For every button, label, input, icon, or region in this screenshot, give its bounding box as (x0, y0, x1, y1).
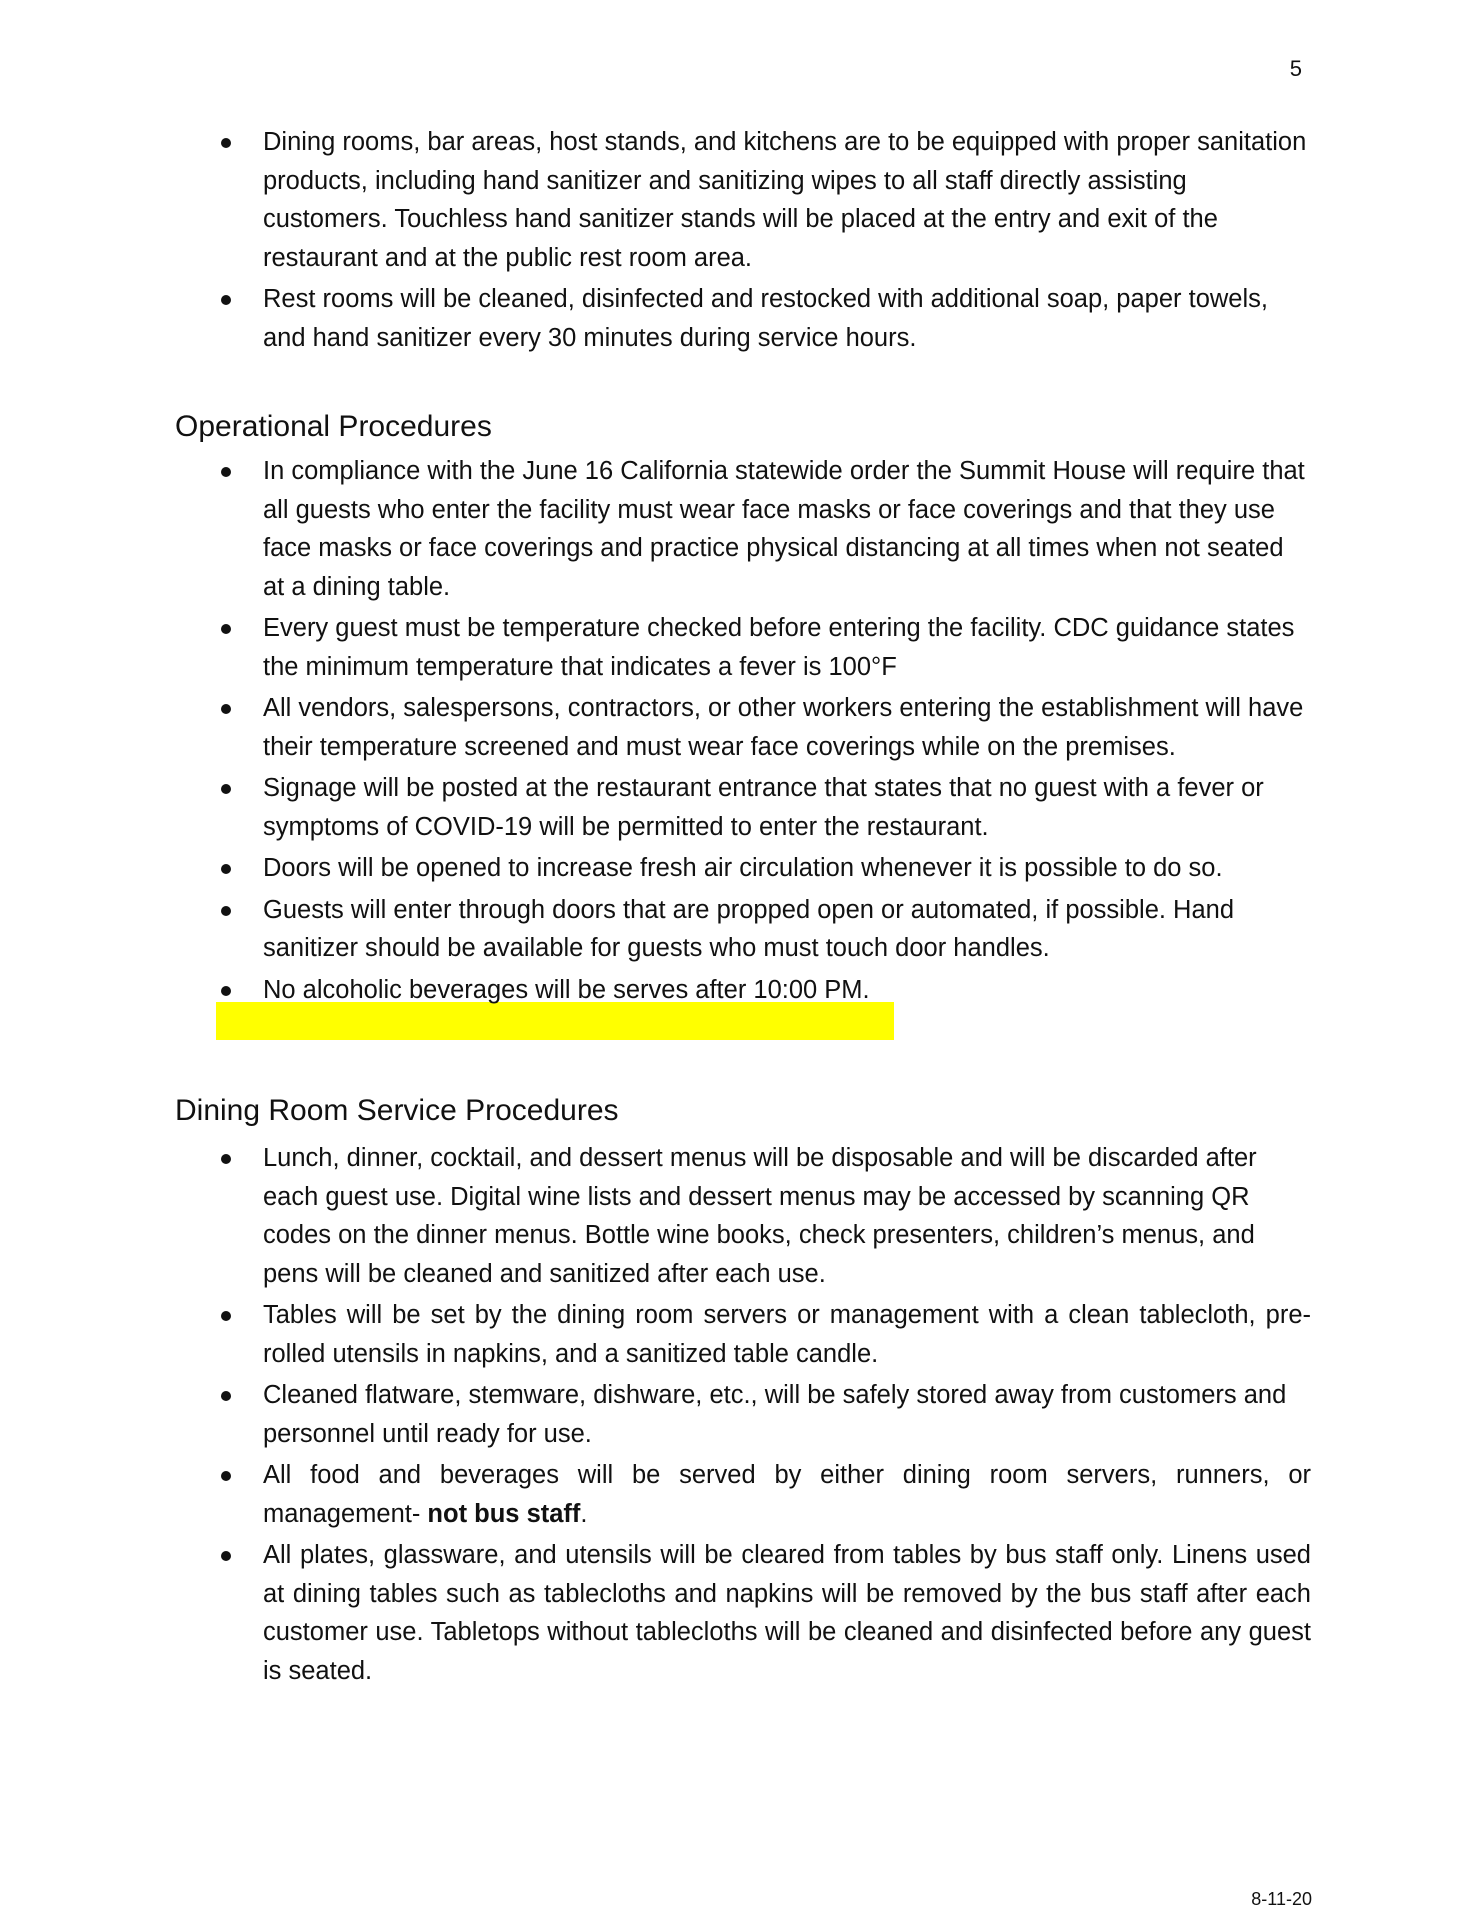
bullet-icon (221, 986, 231, 996)
bullet-text: Guests will enter through doors that are propped open or automated, if possible. Hand sanitizer should be available for guests who must touch door handles. (263, 895, 1235, 962)
bullet-text: Cleaned flatware, stemware, dishware, etc., will be safely stored away from customers and personnel until ready for use. (263, 1381, 1287, 1448)
list-item (0, 1456, 1311, 1533)
bullet-icon (221, 138, 231, 148)
list-item (0, 123, 1311, 277)
list-item (0, 1296, 1311, 1373)
list-item (0, 280, 1311, 357)
bullet-text: All vendors, salespersons, contractors, or other workers entering the establishment will have their temperature screened and must wear face coverings while on the premises. (263, 694, 1304, 761)
bullet-text: Dining rooms, bar areas, host stands, and kitchens are to be equipped with proper sanitation products, including hand sanitizer and sanitizing wipes to all staff directly assisting customers. Touchless hand sanitizer stands will be placed at the entry and exit of the restaurant and at the public rest room area. (263, 128, 1307, 272)
bullet-icon (221, 295, 231, 305)
list-item (0, 1536, 1311, 1690)
list-item (0, 849, 1311, 888)
bullet-text: Lunch, dinner, cocktail, and dessert menus will be disposable and will be discarded after each guest use. Digital wine lists and dessert menus may be accessed by scanning QR codes on the dinner menus. Bottle wine books, check presenters, children’s menus, and pens will be cleaned and sanitized after each use. (263, 1144, 1257, 1288)
bullet-text: Rest rooms will be cleaned, disinfected and restocked with additional soap, paper towels, and hand sanitizer every 30 minutes during service hours. (263, 285, 1268, 352)
section-heading-operational: Operational Procedures (175, 410, 492, 443)
dining-bullet-list (0, 1139, 1484, 1693)
page-number: 5 (1289, 56, 1302, 81)
bullet-icon (221, 1311, 231, 1321)
section-heading-dining: Dining Room Service Procedures (175, 1094, 619, 1127)
bullet-text: Every guest must be temperature checked before entering the facility. CDC guidance states the minimum temperature that indicates a fever is 100°F (263, 614, 1295, 681)
bullet-icon (221, 1391, 231, 1401)
bullet-icon (221, 624, 231, 634)
footer-date: 8-11-20 (1251, 1889, 1312, 1909)
bullet-text-suffix: . (580, 1499, 588, 1528)
list-item (0, 1139, 1311, 1293)
list-item (0, 609, 1311, 686)
bullet-text: In compliance with the June 16 California statewide order the Summit House will require that all guests who enter the facility must wear face masks or face coverings and that they use face masks or face coverings and practice physical distancing at all times when not seated at a dining table. (263, 457, 1305, 601)
bullet-icon (221, 784, 231, 794)
list-item (0, 452, 1311, 606)
bullet-text: All plates, glassware, and utensils will be cleared from tables by bus staff only. Linens used at dining tables such as tablecloths and napkins will be removed by the bus staff after each customer use. Tabletops without tablecloths will be cleaned and disinfected before any guest is seated. (263, 1541, 1311, 1685)
bullet-text: Tables will be set by the dining room servers or management with a clean tablecloth, pre-rolled utensils in napkins, and a sanitized table candle. (263, 1301, 1311, 1368)
intro-bullet-list (0, 123, 1484, 360)
bullet-text-bold: not bus staff (427, 1499, 581, 1528)
bullet-icon (221, 906, 231, 916)
bullet-icon (221, 1471, 231, 1481)
list-item (0, 769, 1311, 846)
bullet-icon (221, 467, 231, 477)
bullet-icon (221, 864, 231, 874)
list-item-highlighted (0, 971, 1311, 1010)
bullet-icon (221, 704, 231, 714)
list-item (0, 891, 1311, 968)
bullet-text: Signage will be posted at the restaurant entrance that states that no guest with a fever or symptoms of COVID-19 will be permitted to enter the restaurant. (263, 774, 1264, 841)
bullet-text: Doors will be opened to increase fresh air circulation whenever it is possible to do so. (263, 854, 1223, 882)
bullet-icon (221, 1154, 231, 1164)
operational-bullet-list (0, 452, 1484, 1012)
list-item (0, 689, 1311, 766)
bullet-text-prefix: All food and beverages will be served by either dining room servers, runners, or management- (263, 1461, 1311, 1528)
list-item (0, 1376, 1311, 1453)
bullet-text: No alcoholic beverages will be serves after 10:00 PM. (263, 975, 870, 1004)
bullet-icon (221, 1551, 231, 1561)
